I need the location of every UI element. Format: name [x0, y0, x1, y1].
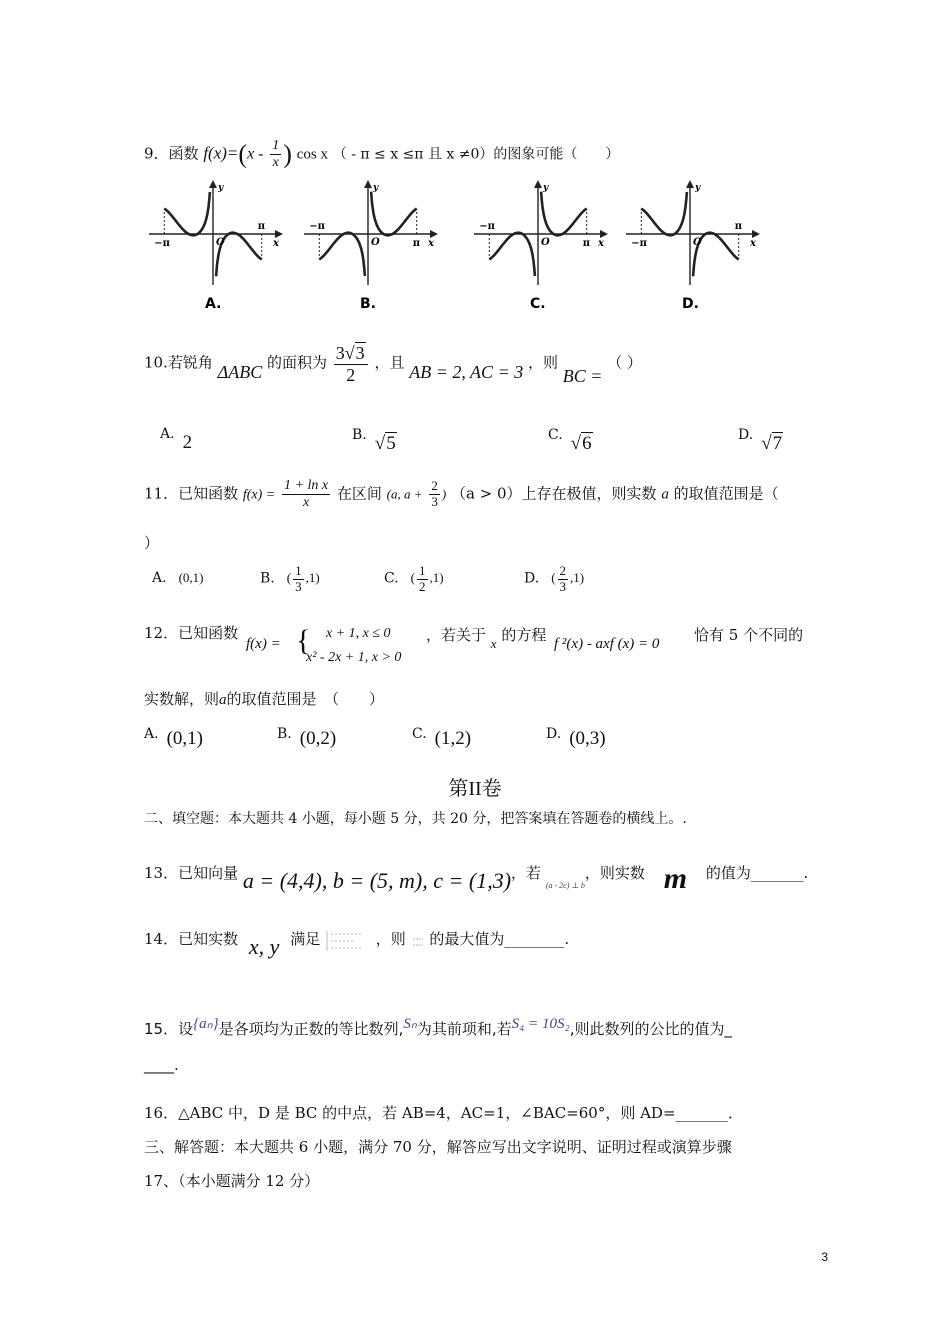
svg-text:−π: −π — [631, 238, 648, 249]
q11-text2: （a > 0）上存在极值，则实数 — [450, 484, 657, 503]
q12-option-c[interactable]: C. (1,2) — [412, 726, 472, 749]
q12-option-b[interactable]: B. (0,2) — [277, 726, 337, 749]
svg-text:O: O — [541, 237, 550, 248]
svg-text:y: y — [373, 183, 379, 193]
q15-text3: ,则此数列的公比的值为_ — [569, 1020, 732, 1038]
svg-text:B.: B. — [360, 296, 376, 312]
q11-option-a[interactable]: A. (0,1) — [152, 570, 204, 586]
q10-area-fraction: $\frac{3√3}{2}$ — [334, 342, 368, 385]
svg-text:x: x — [750, 238, 756, 249]
q12-number: 12．已知函数 — [144, 624, 239, 642]
q11-interval: (a, a + — [386, 486, 423, 502]
q9-cos: cos x — [296, 146, 328, 163]
question-16: 16．△ABC 中，D 是 BC 的中点，若 AB=4，AC=1，∠BAC=60°，则 AD=_______． — [144, 1104, 744, 1122]
q10-option-c[interactable]: C. √6 — [548, 427, 592, 454]
q13-condition: (a - 2c) ⊥ b — [545, 881, 585, 890]
svg-text:π: π — [257, 221, 266, 232]
q9-paren-open: ( — [238, 139, 248, 169]
svg-text:π: π — [412, 238, 421, 249]
svg-text:y: y — [543, 183, 549, 193]
q12-case1: x + 1, x ≤ 0 — [326, 626, 391, 641]
solve-header: 三、解答题：本大题共 6 小题，满分 70 分，解答应写出文字说明、证明过程或演算步骤 — [144, 1138, 732, 1156]
q11-option-b[interactable]: B. ( $\frac{1}{3}$ ,1) — [260, 563, 320, 594]
q12-text: ，若关于 — [426, 626, 487, 644]
svg-text:O: O — [371, 237, 380, 248]
svg-text:−π: −π — [479, 221, 496, 232]
q15-number: 15．设 — [144, 1020, 194, 1038]
svg-text:O: O — [216, 237, 225, 248]
q12-option-a[interactable]: A. (0,1) — [144, 726, 203, 749]
q12-text5: 的取值范围是 （ ） — [226, 690, 385, 708]
q12-stem-continued — [426, 624, 547, 651]
q12-brace: { — [296, 624, 311, 657]
q9-function: f(x)= — [203, 143, 239, 163]
q9-graph-d — [622, 178, 762, 313]
question-13-stem — [144, 852, 809, 895]
q10-option-a[interactable]: A. 2 — [160, 426, 193, 453]
q10-text: 的面积为 — [266, 353, 327, 372]
q13-answer-blank: 的值为_______. — [705, 864, 809, 882]
q12-x: x — [490, 636, 497, 651]
q14-text2: ，则 — [375, 930, 406, 948]
q12-case2: x² - 2x + 1, x > 0 — [306, 650, 402, 665]
svg-text:A.: A. — [205, 296, 222, 312]
q15-answer-blank: ____. — [144, 1056, 179, 1074]
q12-function: f(x) = — [246, 636, 281, 652]
q10-option-d[interactable]: D. √7 — [738, 427, 783, 454]
q12-equation: f ²(x) - axf (x) = 0 — [554, 636, 660, 652]
question-12-stem — [144, 622, 238, 643]
q9-number: 9．函数 — [144, 144, 199, 163]
svg-text:π: π — [582, 238, 591, 249]
q13-text2: ，则实数 — [584, 864, 645, 882]
q9-graph-c — [470, 178, 610, 313]
q10-option-b[interactable]: B. √5 — [352, 427, 396, 454]
q11-text: 在区间 — [336, 484, 382, 503]
q11-fraction: $\frac{\text{1 + ln x}}{x}$ — [284, 478, 329, 511]
section-2-title: 第II卷 — [448, 778, 502, 800]
q12-a: a — [219, 692, 227, 708]
svg-text:x: x — [428, 238, 434, 249]
q15-condition: S₄ = 10S₂ — [511, 1016, 570, 1032]
q11-function: f(x) = — [242, 487, 276, 503]
svg-text:−π: −π — [309, 221, 326, 232]
q11-interval-fraction: $\frac{2}{3}$ — [431, 478, 438, 510]
q15-sequence: {aₙ} — [193, 1016, 219, 1032]
question-14-stem — [144, 924, 570, 959]
q11-bracket-close: ） — [144, 534, 160, 552]
question-9-stem — [144, 138, 619, 171]
svg-text:y: y — [695, 183, 701, 193]
q9-fraction: $\frac{1}{x}$ — [272, 138, 280, 171]
q11-text3: 的取值范围是（ — [673, 484, 779, 503]
q11-a: a — [661, 486, 669, 503]
question-15-stem — [144, 1018, 732, 1039]
svg-text:−π: −π — [154, 238, 171, 249]
q11-number: 11．已知函数 — [144, 484, 239, 503]
svg-text:x: x — [273, 238, 279, 249]
q9-condition: （ - π ≤ x ≤π 且 x ≠0）的图象可能（ ） — [332, 146, 620, 163]
fill-in-header: 二、填空题：本大题共 4 小题，每小题 5 分，共 20 分，把答案填在答题卷的横线上。. — [144, 811, 687, 827]
q15-text: 是各项均为正数的等比数列, — [218, 1020, 404, 1038]
q13-vectors: a = (4,4), b = (5, m), c = (1,3) — [242, 868, 512, 893]
q12-line2 — [144, 688, 384, 709]
q11-option-d[interactable]: D. ( $\frac{2}{3}$ ,1) — [524, 563, 585, 594]
q14-objective-image — [411, 931, 425, 949]
q9-x-minus: x - — [247, 145, 264, 163]
svg-text:O: O — [693, 237, 702, 248]
q11-option-c[interactable]: C. ( $\frac{1}{2}$ ,1) — [384, 563, 444, 594]
q13-text: ，若 — [511, 864, 542, 882]
question-11-stem — [144, 478, 779, 511]
q10-condition: AB = 2, AC = 3 — [409, 361, 524, 382]
q13-number: 13．已知向量 — [144, 864, 239, 882]
q10-text3: ，则 — [528, 353, 559, 372]
svg-text:y: y — [218, 183, 224, 193]
q14-text: 满足 — [290, 930, 321, 948]
svg-text:C.: C. — [530, 296, 546, 312]
q15-text2: 为其前项和,若 — [416, 1020, 512, 1038]
q12-text3: 恰有 5 个不同的 — [694, 626, 804, 644]
q12-option-d[interactable]: D. (0,3) — [546, 726, 606, 749]
q11-interval-close: ) — [441, 486, 447, 502]
q10-number: 10.若锐角 — [144, 353, 213, 372]
q9-graph-a — [145, 178, 285, 313]
question-17: 17、（本小题满分 12 分） — [144, 1172, 320, 1190]
q12-text4: 实数解，则 — [144, 690, 220, 708]
q12-text2: 的方程 — [501, 626, 547, 644]
q15-sum: Sₙ — [403, 1016, 417, 1032]
page-number: 3 — [821, 1250, 828, 1264]
question-10-stem — [144, 342, 642, 385]
svg-text:x: x — [598, 238, 604, 249]
q10-ask: BC = — [562, 365, 603, 386]
q14-number: 14．已知实数 — [144, 930, 239, 948]
q10-text2: ，且 — [374, 353, 405, 372]
q9-paren-close: ) — [283, 139, 292, 169]
q14-constraints-image — [325, 927, 371, 953]
q9-graph-b — [300, 178, 440, 313]
q14-answer-blank: 的最大值为________. — [429, 930, 570, 948]
svg-text:D.: D. — [682, 296, 699, 312]
q13-m: m — [663, 862, 688, 895]
q10-triangle: ΔABC — [217, 361, 263, 382]
q10-bracket: （ ） — [607, 353, 643, 372]
svg-text:π: π — [734, 221, 743, 232]
q14-vars: x, y — [248, 934, 280, 959]
